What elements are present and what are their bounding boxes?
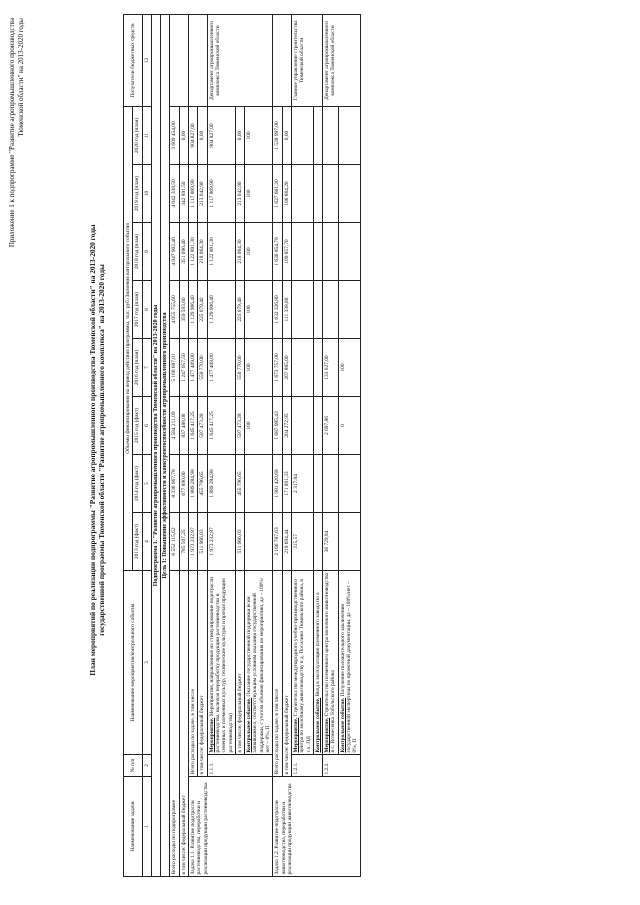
value-cell bbox=[338, 223, 360, 281]
col-number: 7 bbox=[142, 339, 151, 397]
value-cell: 351 096,40 bbox=[179, 223, 188, 281]
value-cell bbox=[313, 455, 322, 513]
row-label: в том числе: федеральный бюджет bbox=[235, 571, 244, 755]
value-cell: 100 bbox=[338, 339, 360, 397]
event-head: Мероприятие. bbox=[324, 717, 331, 753]
subprogram-title: Подпрограмма 1. "Развитие агропромышленного производства Тюменской области" на 2013-2020 годы bbox=[151, 14, 160, 876]
header-recipients: Получатели бюджетных средств bbox=[124, 14, 143, 106]
value-cell: 1 889 284,98 bbox=[207, 455, 235, 513]
header-year: 2020 год (план) bbox=[133, 106, 142, 164]
value-cell bbox=[313, 281, 322, 339]
value-cell: 3 609 454,00 bbox=[170, 106, 179, 164]
value-cell: 315,57 bbox=[291, 513, 313, 571]
value-cell bbox=[313, 165, 322, 223]
value-cell: 106 664,20 bbox=[282, 165, 291, 223]
value-cell bbox=[291, 281, 313, 339]
row-label: в том числе: федеральный бюджет bbox=[179, 571, 188, 877]
col-number: 2 bbox=[142, 755, 151, 777]
col-number: 9 bbox=[142, 223, 151, 281]
value-cell bbox=[313, 513, 322, 571]
value-cell: 0,00 bbox=[282, 106, 291, 164]
value-cell: 1 528 997,00 bbox=[273, 106, 282, 164]
value-cell bbox=[338, 165, 360, 223]
value-cell: 4 584 211,09 bbox=[170, 397, 179, 455]
value-cell: 219 694,44 bbox=[282, 513, 291, 571]
value-cell bbox=[291, 165, 313, 223]
value-cell bbox=[323, 223, 339, 281]
value-cell: 597 473,28 bbox=[198, 397, 207, 455]
event-description bbox=[323, 571, 339, 755]
value-cell bbox=[291, 223, 313, 281]
value-cell: 359 593,60 bbox=[179, 281, 188, 339]
table-row-task11-fb bbox=[198, 14, 207, 876]
row-label: в том числе: федеральный бюджет bbox=[198, 571, 207, 777]
event-description bbox=[207, 571, 235, 755]
value-cell: 1 627 661,20 bbox=[273, 165, 282, 223]
value-cell: 511 966,03 bbox=[235, 513, 244, 571]
control-text: Оказание государственной поддержки всем заявившимся, соответствующим условиям оказания государственной поддержки, с учетом объемов финансирования по мероприятию, да – 100%/ нет – 0%, П bbox=[246, 577, 272, 753]
header-year: 2015 год (факт) bbox=[133, 397, 142, 455]
header-year: 2013 год (факт) bbox=[133, 513, 142, 571]
value-cell: 109 857,70 bbox=[282, 223, 291, 281]
value-cell: 1 645 417,25 bbox=[189, 397, 198, 455]
value-cell: 1 973 232,87 bbox=[189, 513, 198, 571]
table-row-control-111 bbox=[245, 14, 273, 876]
event-text: Строительство племенного центра молочного животноводства в с. Вознесенка Тобольского района bbox=[324, 572, 337, 753]
header-event: Наименование мероприятия/контрольного события bbox=[124, 571, 143, 755]
table-row-control-122 bbox=[338, 14, 360, 876]
value-cell: 1 687 995,43 bbox=[273, 397, 282, 455]
row-label: в том числе: федеральный бюджет bbox=[282, 571, 291, 777]
header-year: 2014 год (факт) bbox=[133, 455, 142, 513]
value-cell: 2 317,84 bbox=[291, 455, 313, 513]
value-cell: 1 630 854,79 bbox=[273, 223, 282, 281]
header-row-1 bbox=[124, 14, 133, 876]
col-number: 3 bbox=[142, 571, 151, 755]
value-cell bbox=[338, 281, 360, 339]
value-cell: 550 770,00 bbox=[198, 339, 207, 397]
value-cell: 1 632 326,80 bbox=[273, 281, 282, 339]
header-year: 2016 год (план) bbox=[133, 339, 142, 397]
table-row-task12-fb bbox=[282, 14, 291, 876]
value-cell: 133 027,00 bbox=[323, 339, 339, 397]
value-cell bbox=[323, 165, 339, 223]
recipient: Департамент агропромышленного комплекса Тюменской области bbox=[207, 14, 273, 106]
table-row-event-121 bbox=[291, 14, 313, 876]
value-cell: 111 338,80 bbox=[282, 281, 291, 339]
goal-title: Цель 1: Повышение эффективности и конкурентоспособности агропромышленного производства bbox=[161, 14, 170, 876]
document-title bbox=[88, 105, 106, 795]
control-description bbox=[338, 571, 360, 755]
value-cell: 2 166 787,63 bbox=[273, 513, 282, 571]
value-cell: 1 645 417,25 bbox=[207, 397, 235, 455]
value-cell: 0 bbox=[338, 397, 360, 455]
table-row-control-121 bbox=[313, 14, 322, 876]
value-cell: 5 160 687,01 bbox=[170, 339, 179, 397]
control-description bbox=[313, 571, 322, 755]
recipient: Главное управление строительства Тюменской области bbox=[291, 14, 322, 106]
col-number: 5 bbox=[142, 455, 151, 513]
value-cell: 1 477 409,00 bbox=[189, 339, 198, 397]
col-number: 6 bbox=[142, 397, 151, 455]
table-row-task11 bbox=[189, 14, 198, 876]
task-name: Задача 1.2. Развитие подотрасли животноводства, переработки и реализации продукции животноводства bbox=[273, 777, 360, 877]
event-head: Мероприятие. bbox=[292, 717, 299, 753]
value-cell bbox=[338, 455, 360, 513]
value-cell: 1 247 057,50 bbox=[179, 339, 188, 397]
control-head: Контрольное событие. bbox=[314, 697, 321, 753]
col-number: 11 bbox=[142, 106, 151, 164]
value-cell: 1 117 869,90 bbox=[207, 165, 235, 223]
recipient: Департамент агропромышленного комплекса Тюменской области bbox=[323, 14, 360, 106]
value-cell: 837 488,06 bbox=[179, 397, 188, 455]
value-cell: 1 129 906,40 bbox=[207, 281, 235, 339]
appendix-note: Приложение 1 к подпрограмме "Развитие агропромышленного производства Тюменской области" на 2013-2020 годы bbox=[8, 18, 25, 248]
control-head: Контрольное событие. bbox=[339, 697, 346, 753]
event-number: 1.2.2. bbox=[323, 755, 360, 777]
value-cell: 171 891,33 bbox=[282, 455, 291, 513]
title-line-1: План мероприятий по реализации подпрограммы "Развитие агропромышленного производства Тюменской области" на 2013-2020 годы bbox=[88, 224, 97, 676]
value-cell: 511 966,03 bbox=[198, 513, 207, 571]
value-cell: 4 047 902,40 bbox=[170, 223, 179, 281]
value-cell: 597 473,28 bbox=[235, 397, 244, 455]
subprogram-row bbox=[151, 14, 160, 876]
value-cell: 550 770,00 bbox=[235, 339, 244, 397]
value-cell: 204 272,95 bbox=[282, 397, 291, 455]
value-cell: 904 827,00 bbox=[189, 106, 198, 164]
header-year: 2018 год (план) bbox=[133, 223, 142, 281]
event-text: Строительство международного учебно-производственного центра по молочному животноводству в д. Посолино Тюменского района, в т.ч. ПД bbox=[292, 579, 312, 753]
value-cell bbox=[323, 455, 339, 513]
value-cell: 218 064,30 bbox=[198, 223, 207, 281]
value-cell bbox=[291, 106, 313, 164]
value-cell bbox=[313, 223, 322, 281]
value-cell: 100 bbox=[245, 339, 273, 397]
col-number: 8 bbox=[142, 281, 151, 339]
plan-table bbox=[123, 14, 361, 877]
value-cell: 218 064,30 bbox=[235, 223, 244, 281]
value-cell: 100 bbox=[245, 223, 273, 281]
value-cell: 207 865,00 bbox=[282, 339, 291, 397]
value-cell: 213 042,90 bbox=[235, 165, 244, 223]
value-cell: 785 507,25 bbox=[179, 513, 188, 571]
value-cell: 1 981 420,68 bbox=[273, 455, 282, 513]
header-task: Наименование задачи bbox=[124, 777, 143, 877]
value-cell: 0,00 bbox=[235, 106, 244, 164]
event-number: 1.1.1. bbox=[207, 755, 273, 777]
value-cell: 455 796,65 bbox=[235, 455, 244, 513]
value-cell: 100 bbox=[245, 397, 273, 455]
value-cell: 225 079,40 bbox=[235, 281, 244, 339]
value-cell: 1 477 409,00 bbox=[207, 339, 235, 397]
goal-row bbox=[161, 14, 170, 876]
value-cell bbox=[245, 513, 273, 571]
row-label: Всего расходы по задаче, в том числе bbox=[273, 571, 282, 777]
value-cell: 100 bbox=[245, 281, 273, 339]
table-row-event-111 bbox=[207, 14, 235, 876]
value-cell: 342 891,50 bbox=[179, 165, 188, 223]
value-cell bbox=[313, 339, 322, 397]
table-row-event-111-fb bbox=[235, 14, 244, 876]
value-cell: 36 729,94 bbox=[323, 513, 339, 571]
header-col-numbers bbox=[142, 14, 151, 876]
header-year: 2019 год (план) bbox=[133, 165, 142, 223]
event-head: Мероприятие. bbox=[208, 717, 215, 753]
value-cell bbox=[323, 106, 339, 164]
header-no: № п/п bbox=[124, 755, 143, 777]
task-name: Задача 1.1. Развитие подотрасли растениеводства, переработки и реализации продукции растениеводства. bbox=[189, 777, 273, 877]
table-row-event-122 bbox=[323, 14, 339, 876]
value-cell: 2 697,86 bbox=[323, 397, 339, 455]
value-cell bbox=[338, 513, 360, 571]
value-cell: 1 122 891,30 bbox=[207, 223, 235, 281]
col-number: 12 bbox=[142, 14, 151, 106]
value-cell: 100 bbox=[245, 106, 273, 164]
value-cell: 4 055 755,60 bbox=[170, 281, 179, 339]
value-cell: 100 bbox=[245, 165, 273, 223]
header-funding: Объемы финансирования на период действия программы, тыс. руб./Значения контрольного события bbox=[124, 106, 133, 570]
value-cell: 1 889 284,98 bbox=[189, 455, 198, 513]
value-cell bbox=[323, 281, 339, 339]
value-cell: 213 042,90 bbox=[198, 165, 207, 223]
control-description bbox=[245, 571, 273, 755]
event-description bbox=[291, 571, 313, 755]
value-cell: 225 079,40 bbox=[198, 281, 207, 339]
value-cell: 1 122 891,30 bbox=[189, 223, 198, 281]
col-number: 10 bbox=[142, 165, 151, 223]
value-cell: 904 827,00 bbox=[207, 106, 235, 164]
value-cell: 1 117 869,90 bbox=[189, 165, 198, 223]
col-number: 4 bbox=[142, 513, 151, 571]
control-text: Ввод в эксплуатацию племенного завода по a bbox=[314, 592, 321, 697]
value-cell: 0,00 bbox=[198, 106, 207, 164]
value-cell: 1 129 906,40 bbox=[189, 281, 198, 339]
title-line-2: государственной программы Тюменской области "Развитие агропромышленного комплекса" на 2013-2020 годы bbox=[97, 264, 106, 636]
value-cell bbox=[291, 397, 313, 455]
col-number: 1 bbox=[142, 777, 151, 877]
control-text: Получение положительного заключения государственной экспертизы по проектной документации, да – 100%/нет – 0%, П bbox=[339, 581, 359, 753]
row-label: Всего расходы по подпрограмме bbox=[170, 571, 179, 877]
value-cell: 1 673 757,00 bbox=[273, 339, 282, 397]
row-label: Всего расходы по задаче, в том числе bbox=[189, 571, 198, 777]
value-cell: 455 796,65 bbox=[198, 455, 207, 513]
value-cell bbox=[291, 339, 313, 397]
value-cell: 1 973 232,87 bbox=[207, 513, 235, 571]
event-number: 1.2.1. bbox=[291, 755, 322, 777]
control-head: Контрольное событие. bbox=[246, 697, 253, 753]
value-cell bbox=[245, 455, 273, 513]
event-text: Мероприятия, направленные на стимулирование подотрасли растениеводства, включая переработку продукции растениеводства и семенных и племенных культур, технические культуры и прочая продукция растениеводства) bbox=[208, 576, 234, 753]
value-cell: 6 552 115,62 bbox=[170, 513, 179, 571]
value-cell: 0,00 bbox=[179, 106, 188, 164]
header-year: 2017 год (план) bbox=[133, 281, 142, 339]
table-row-total-fb bbox=[179, 14, 188, 876]
value-cell: 8 330 667,78 bbox=[170, 455, 179, 513]
value-cell bbox=[313, 106, 322, 164]
value-cell bbox=[313, 397, 322, 455]
table-row-task12 bbox=[273, 14, 282, 876]
table-row-total bbox=[170, 14, 179, 876]
value-cell: 4 042 338,50 bbox=[170, 165, 179, 223]
value-cell: 677 890,00 bbox=[179, 455, 188, 513]
value-cell bbox=[338, 106, 360, 164]
